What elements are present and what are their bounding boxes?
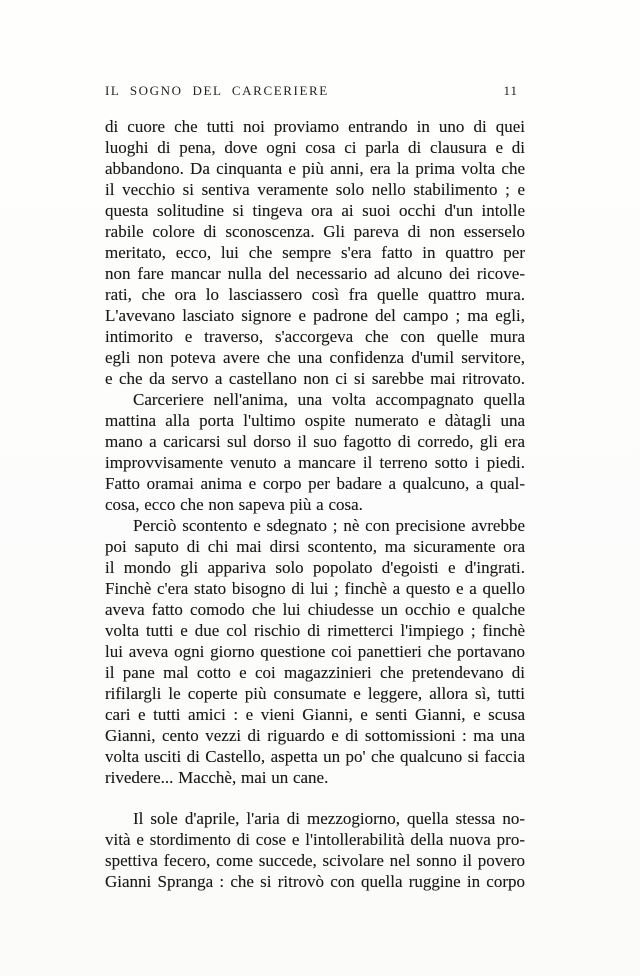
text-line: il vecchio si sentiva veramente solo nello stabilimento ; e	[105, 180, 525, 199]
text-line: questa solitudine si tingeva ora ai suoi occhi d'un intolle	[105, 201, 525, 220]
paragraph	[105, 116, 525, 389]
text-line: egli non poteva avere che una confidenza d'umil servitore,	[105, 348, 525, 367]
text-line: improvvisamente venuto a mancare il terreno sotto i piedi.	[105, 453, 525, 472]
text-line: Finchè c'era stato bisogno di lui ; finchè a questo e a quello	[105, 579, 525, 598]
text-line: volta usciti di Castello, aspetta un po' che qualcuno si faccia	[105, 747, 525, 766]
text-line: rifilargli le coperte più consumate e leggere, allora sì, tutti	[105, 684, 525, 703]
text-line: meritato, ecco, lui che sempre s'era fatto in quattro per	[105, 243, 525, 262]
paragraph	[105, 389, 525, 515]
text-line: Carceriere nell'anima, una volta accompagnato quella	[133, 390, 525, 409]
body-text	[105, 116, 525, 892]
paragraph	[105, 808, 525, 892]
paragraph	[105, 515, 525, 788]
running-title: IL SOGNO DEL CARCERIERE	[105, 83, 329, 98]
text-line: di cuore che tutti noi proviamo entrando in uno di quei	[105, 117, 525, 136]
text-line: poi saputo di chi mai dirsi scontento, ma sicuramente ora	[105, 537, 525, 556]
text-line: vità e stordimento di cose e l'intollerabilità della nuova pro-	[105, 830, 525, 849]
text-line: spettiva fecero, come succede, scivolare nel sonno il povero	[105, 851, 525, 870]
text-line: Perciò scontento e sdegnato ; nè con precisione avrebbe	[133, 516, 525, 535]
text-line: non fare mancar nulla del necessario ad alcuno dei ricove-	[105, 264, 525, 283]
text-line: volta tutti e due col rischio di rimetterci l'impiego ; finchè	[105, 621, 525, 640]
text-line: mattina alla porta l'ultimo ospite numerato e dàtagli una	[105, 411, 525, 430]
text-line: il mondo gli appariva solo popolato d'egoisti e d'ingrati.	[105, 558, 525, 577]
text-line: abbandono. Da cinquanta e più anni, era la prima volta che	[105, 159, 525, 178]
text-line: cari e tutti amici : e vieni Gianni, e senti Gianni, e scusa	[105, 705, 525, 724]
text-line: aveva fatto comodo che lui chiudesse un occhio e qualche	[105, 600, 525, 619]
text-line: L'avevano lasciato signore e padrone del campo ; ma egli,	[105, 306, 525, 325]
text-line: mano a caricarsi sul dorso il suo fagotto di corredo, gli era	[105, 432, 525, 451]
text-line: rabile colore di sconoscenza. Gli pareva di non esserselo	[105, 222, 525, 241]
text-line: rivedere... Macchè, mai un cane.	[105, 768, 329, 787]
text-line: rati, che ora lo lasciassero così fra quelle quattro mura.	[105, 285, 525, 304]
text-line: il pane mal cotto e coi magazzinieri che pretendevano di	[105, 663, 525, 682]
text-line: Il sole d'aprile, l'aria di mezzogiorno, quella stessa no-	[133, 809, 525, 828]
text-line: e che da servo a castellano non ci si sarebbe mai ritrovato.	[105, 369, 525, 388]
text-line: cosa, ecco che non sapeva più a cosa.	[105, 495, 363, 514]
text-line: Gianni Spranga : che si ritrovò con quella ruggine in corpo	[105, 872, 525, 891]
text-line: Gianni, cento vezzi di riguardo e di sottomissioni : ma una	[105, 726, 525, 745]
page-number: 11	[503, 83, 518, 98]
page-header	[105, 83, 525, 98]
text-line: lui aveva ogni giorno questione coi panettieri che portavano	[105, 642, 525, 661]
text-line: luoghi di pena, dove ogni cosa ci parla di clausura e di	[105, 138, 525, 157]
text-line: intimorito e traverso, s'accorgeva che con quelle mura	[105, 327, 525, 346]
text-line: Fatto oramai anima e corpo per badare a qualcuno, a qual-	[105, 474, 525, 493]
